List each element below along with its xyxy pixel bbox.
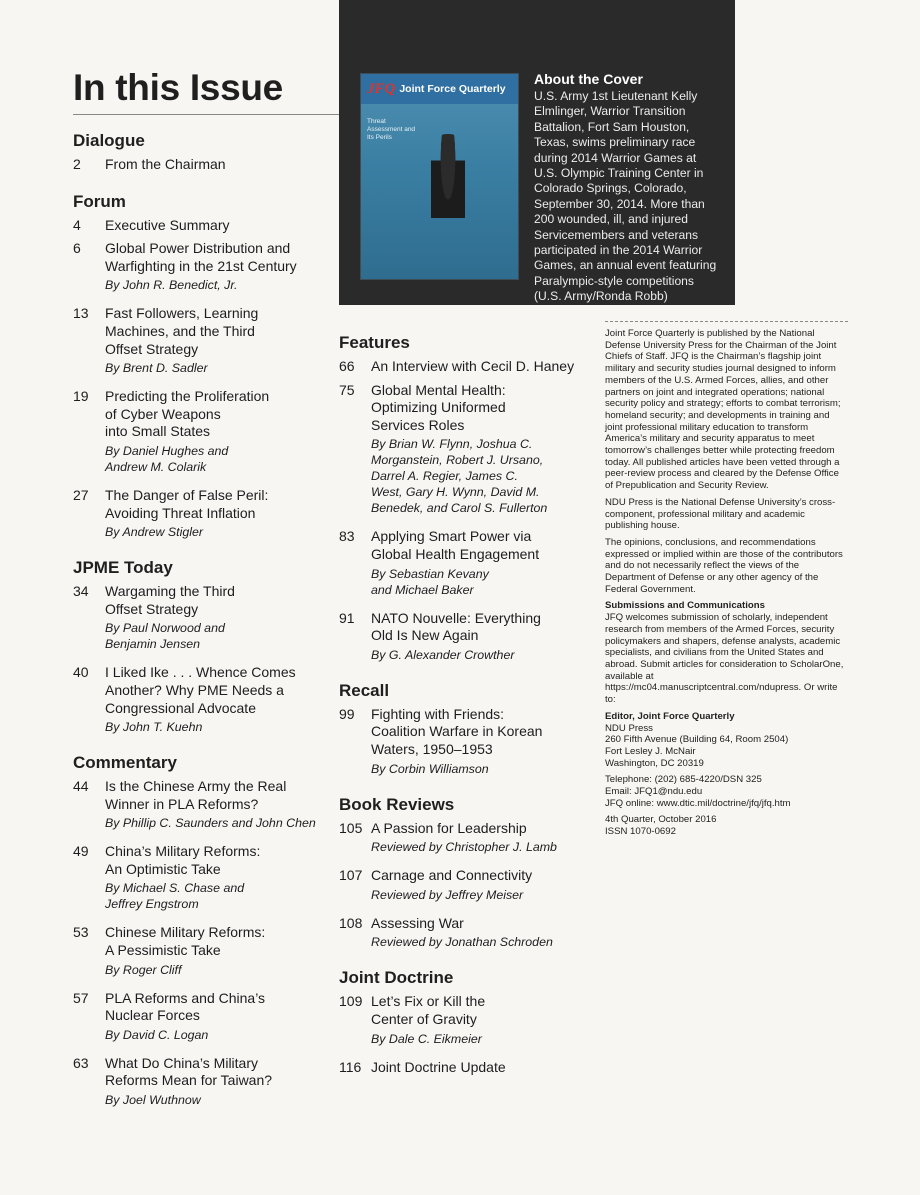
article-author: By Michael S. Chase and Jeffrey Engstrom [105, 881, 245, 912]
article-title: The Danger of False Peril: Avoiding Threat Inflation [105, 486, 269, 521]
toc-section [339, 794, 589, 951]
page-number: 91 [339, 609, 355, 626]
article-title: Joint Doctrine Update [371, 1058, 506, 1075]
toc-section [73, 752, 323, 1108]
article-title: Is the Chinese Army the Real Winner in PLA Reforms? [105, 778, 287, 812]
article-author: By Daniel Hughes and Andrew M. Colarik [105, 443, 229, 474]
article-author: By G. Alexander Crowther [371, 647, 515, 662]
telephone: Telephone: (202) 685-4220/DSN 325 [605, 774, 762, 786]
entry-body [105, 217, 323, 235]
masthead-column [605, 321, 848, 843]
article-author: By Corbin Williamson [371, 761, 489, 776]
article-title: Applying Smart Power via Global Health Engagement [371, 528, 540, 562]
cover-line: Threat Assessment and Its Perils [367, 118, 416, 141]
page-number: 13 [73, 305, 89, 322]
toc-entry[interactable] [73, 388, 323, 475]
cover-magazine-name: Joint Force Quarterly [399, 83, 506, 95]
page-title: In this Issue [73, 66, 340, 115]
article-author: By Paul Norwood and Benjamin Jensen [105, 621, 225, 652]
article-title: Wargaming the Third Offset Strategy [105, 583, 235, 617]
article-title: Let’s Fix or Kill the Center of Gravity [371, 993, 486, 1027]
toc-section [339, 680, 589, 777]
entry-body [105, 240, 323, 293]
article-title: An Interview with Cecil D. Haney [371, 358, 575, 374]
toc-entry[interactable] [73, 664, 323, 735]
page-number: 19 [73, 388, 89, 405]
contact-block [605, 774, 848, 809]
entry-body [371, 993, 589, 1046]
toc-entry[interactable] [73, 1055, 323, 1108]
article-author: Reviewed by Jeffrey Meiser [371, 887, 524, 902]
submissions-text: JFQ welcomes submission of scholarly, independent research from members of the Armed Forces, security policymakers and shapers, defense analysts, academic specialists, and civilians from the United States and abroad. Submit articles for consideration to ScholarOne, available at https://mc04.manuscriptcentral.com/ndupress. Or write to: [605, 612, 844, 706]
toc-entry[interactable] [73, 843, 323, 912]
page-number: 34 [73, 583, 89, 600]
article-author: Reviewed by Christopher J. Lamb [371, 840, 557, 855]
article-title: I Liked Ike . . . Whence Comes Another? Why PME Needs a Congressional Advocate [105, 664, 296, 716]
page-number: 107 [339, 867, 363, 884]
website-link[interactable]: JFQ online: www.dtic.mil/doctrine/jfq/jfq.htm [605, 797, 791, 809]
toc-entry[interactable] [73, 217, 323, 235]
masthead-para-1: Joint Force Quarterly is published by the National Defense University Press for the Chairman of the Joint Chiefs of Staff. JFQ is the Chairman’s flagship joint military and security studies journal designed to inform members of the U.S. Armed Forces, allies, and other partners on joint and integrated operations; national security policy and strategy; efforts to combat terrorism; homeland security; and developments in training and joint professional military education to transform America’s military and security apparatus to meet tomorrow’s challenges better while protecting freedom today. All published articles have been vetted through a peer-review process and cleared by the Defense Office of Prepublication and Security Review. [605, 328, 841, 492]
toc-entry[interactable] [73, 778, 323, 831]
about-cover-text: U.S. Army 1st Lieutenant Kelly Elmlinger, Warrior Transition Battalion, Fort Sam Houston, Texas, swims preliminary race during 2014 Warrior Games at U.S. Olympic Training Center in Colorado Springs, Colorado, September 30, 2014. More than 200 wounded, ill, and injured Servicemembers and veterans participated in the 2014 Warrior Games, an annual event featuring Paralympic-style competitions (U.S. Army/Ronda Robb) [534, 89, 717, 304]
article-title: Chinese Military Reforms: A Pessimistic Take [105, 924, 266, 959]
toc-entry[interactable] [73, 240, 323, 293]
toc-entry[interactable] [339, 1059, 589, 1077]
entry-body [105, 305, 323, 376]
article-author: By Brent D. Sadler [105, 361, 208, 376]
toc-entry[interactable] [339, 358, 589, 376]
address-block [605, 723, 848, 770]
entry-body [371, 528, 589, 597]
toc-entry[interactable] [339, 528, 589, 597]
article-title: From the Chairman [105, 156, 226, 172]
toc-entry[interactable] [339, 382, 589, 517]
page-number: 53 [73, 924, 89, 941]
toc-section [73, 191, 323, 541]
article-author: By Roger Cliff [105, 962, 182, 977]
issn: ISSN 1070-0692 [605, 826, 676, 838]
toc-section [339, 332, 589, 663]
address-line: Fort Lesley J. McNair [605, 745, 696, 757]
about-cover-heading: About the Cover [534, 71, 643, 87]
entry-body [371, 867, 589, 903]
cover-masthead [361, 74, 518, 104]
page-number: 6 [73, 240, 81, 257]
toc-section [339, 967, 589, 1076]
page-number: 27 [73, 486, 89, 503]
page-number: 109 [339, 993, 363, 1010]
article-title: PLA Reforms and China’s Nuclear Forces [105, 989, 266, 1024]
toc-entry[interactable] [339, 706, 589, 777]
article-title: Executive Summary [105, 216, 230, 233]
editor-heading: Editor, Joint Force Quarterly [605, 710, 735, 722]
toc-entry[interactable] [73, 156, 323, 174]
page-number: 44 [73, 778, 89, 795]
section-heading: Recall [339, 680, 390, 700]
article-title: Predicting the Proliferation of Cyber Weapons into Small States [105, 388, 270, 440]
entry-body [105, 924, 323, 977]
email-link[interactable]: Email: JFQ1@ndu.edu [605, 786, 703, 798]
address-line: 260 Fifth Avenue (Building 64, Room 2504) [605, 734, 789, 746]
toc-left-column [73, 130, 323, 1125]
entry-body [371, 610, 589, 663]
page-number: 108 [339, 914, 363, 931]
article-author: By Phillip C. Saunders and John Chen [105, 816, 316, 831]
submissions-heading: Submissions and Communications [605, 600, 765, 612]
article-author: Reviewed by Jonathan Schroden [371, 935, 553, 950]
article-author: By Joel Wuthnow [105, 1093, 201, 1108]
article-title: Global Power Distribution and Warfighting in the 21st Century [105, 240, 297, 274]
page-number: 57 [73, 989, 89, 1006]
toc-middle-column [339, 332, 589, 1093]
issue-date: 4th Quarter, October 2016 [605, 814, 717, 826]
toc-entry[interactable] [73, 990, 323, 1043]
cover-logo: JFQ [367, 80, 396, 97]
section-heading: Features [339, 333, 410, 352]
toc-entry[interactable] [73, 924, 323, 977]
page-number: 83 [339, 528, 355, 545]
toc-entry[interactable] [73, 487, 323, 540]
entry-body [105, 778, 323, 831]
masthead-para-2: NDU Press is the National Defense University’s cross-component, professional military and academic publishing house. [605, 496, 836, 532]
entry-body [105, 990, 323, 1043]
article-author: By Dale C. Eikmeier [371, 1031, 482, 1046]
article-author: By John T. Kuehn [105, 720, 203, 735]
section-heading: JPME Today [73, 558, 173, 578]
article-author: By John R. Benedict, Jr. [105, 278, 238, 293]
cover-image [360, 73, 519, 280]
page-number: 105 [339, 819, 363, 836]
page-number: 75 [339, 381, 355, 398]
article-author: By Andrew Stigler [105, 525, 204, 540]
section-heading: Book Reviews [339, 794, 455, 814]
article-title: A Passion for Leadership [371, 819, 527, 836]
section-heading: Forum [73, 191, 126, 211]
entry-body [371, 382, 589, 517]
toc-entry[interactable] [339, 867, 589, 903]
entry-body [371, 358, 589, 376]
article-title: Fast Followers, Learning Machines, and the Third Offset Strategy [105, 305, 259, 357]
toc-section [73, 557, 323, 735]
article-author: By Brian W. Flynn, Joshua C. Morganstein, Robert J. Ursano, Darrel A. Regier, James C. West, Gary H. Wynn, David M. Benedek, and Carol S. Fullerton [371, 437, 548, 516]
article-title: Fighting with Friends: Coalition Warfare in Korean Waters, 1950–1953 [371, 705, 543, 757]
article-author: By Sebastian Kevany and Michael Baker [371, 566, 489, 597]
page-number: 40 [73, 664, 89, 681]
entry-body [371, 915, 589, 951]
page-number: 4 [73, 216, 81, 233]
article-title: Assessing War [371, 914, 464, 931]
page-number: 2 [73, 156, 81, 172]
page-number: 63 [73, 1054, 89, 1071]
page-number: 49 [73, 843, 89, 860]
entry-body [105, 156, 323, 174]
toc-section [73, 130, 323, 174]
toc-entry[interactable] [339, 993, 589, 1046]
issue-block [605, 814, 848, 837]
article-title: Carnage and Connectivity [371, 867, 533, 884]
article-title: NATO Nouvelle: Everything Old Is New Again [371, 609, 541, 644]
article-author: By David C. Logan [105, 1027, 209, 1042]
entry-body [371, 706, 589, 777]
cover-panel [339, 0, 735, 305]
entry-body [105, 843, 323, 912]
section-heading: Dialogue [73, 131, 145, 150]
article-title: What Do China’s Military Reforms Mean for Taiwan? [105, 1054, 273, 1089]
section-heading: Commentary [73, 753, 177, 773]
article-title: China’s Military Reforms: An Optimistic Take [105, 843, 261, 877]
toc-entry[interactable] [339, 610, 589, 663]
entry-body [371, 820, 589, 856]
page-number: 66 [339, 358, 355, 374]
toc-entry[interactable] [73, 305, 323, 376]
address-line: Washington, DC 20319 [605, 757, 704, 769]
page-number: 99 [339, 705, 355, 722]
entry-body [105, 388, 323, 475]
entry-body [105, 487, 323, 540]
section-heading: Joint Doctrine [339, 968, 454, 988]
entry-body [105, 583, 323, 652]
swimmer-illustration [431, 134, 465, 254]
entry-body [371, 1059, 589, 1077]
article-title: Global Mental Health: Optimizing Uniformed Services Roles [371, 381, 506, 433]
address-line: NDU Press [605, 722, 653, 734]
toc-entry[interactable] [73, 583, 323, 652]
entry-body [105, 664, 323, 735]
masthead-para-3: The opinions, conclusions, and recommendations expressed or implied within are those of the contributors and do not necessarily reflect the views of the Department of Defense or any other agency of the Federal Government. [605, 536, 843, 595]
page-number: 116 [339, 1058, 362, 1075]
toc-entry[interactable] [339, 915, 589, 951]
entry-body [105, 1055, 323, 1108]
toc-entry[interactable] [339, 820, 589, 856]
